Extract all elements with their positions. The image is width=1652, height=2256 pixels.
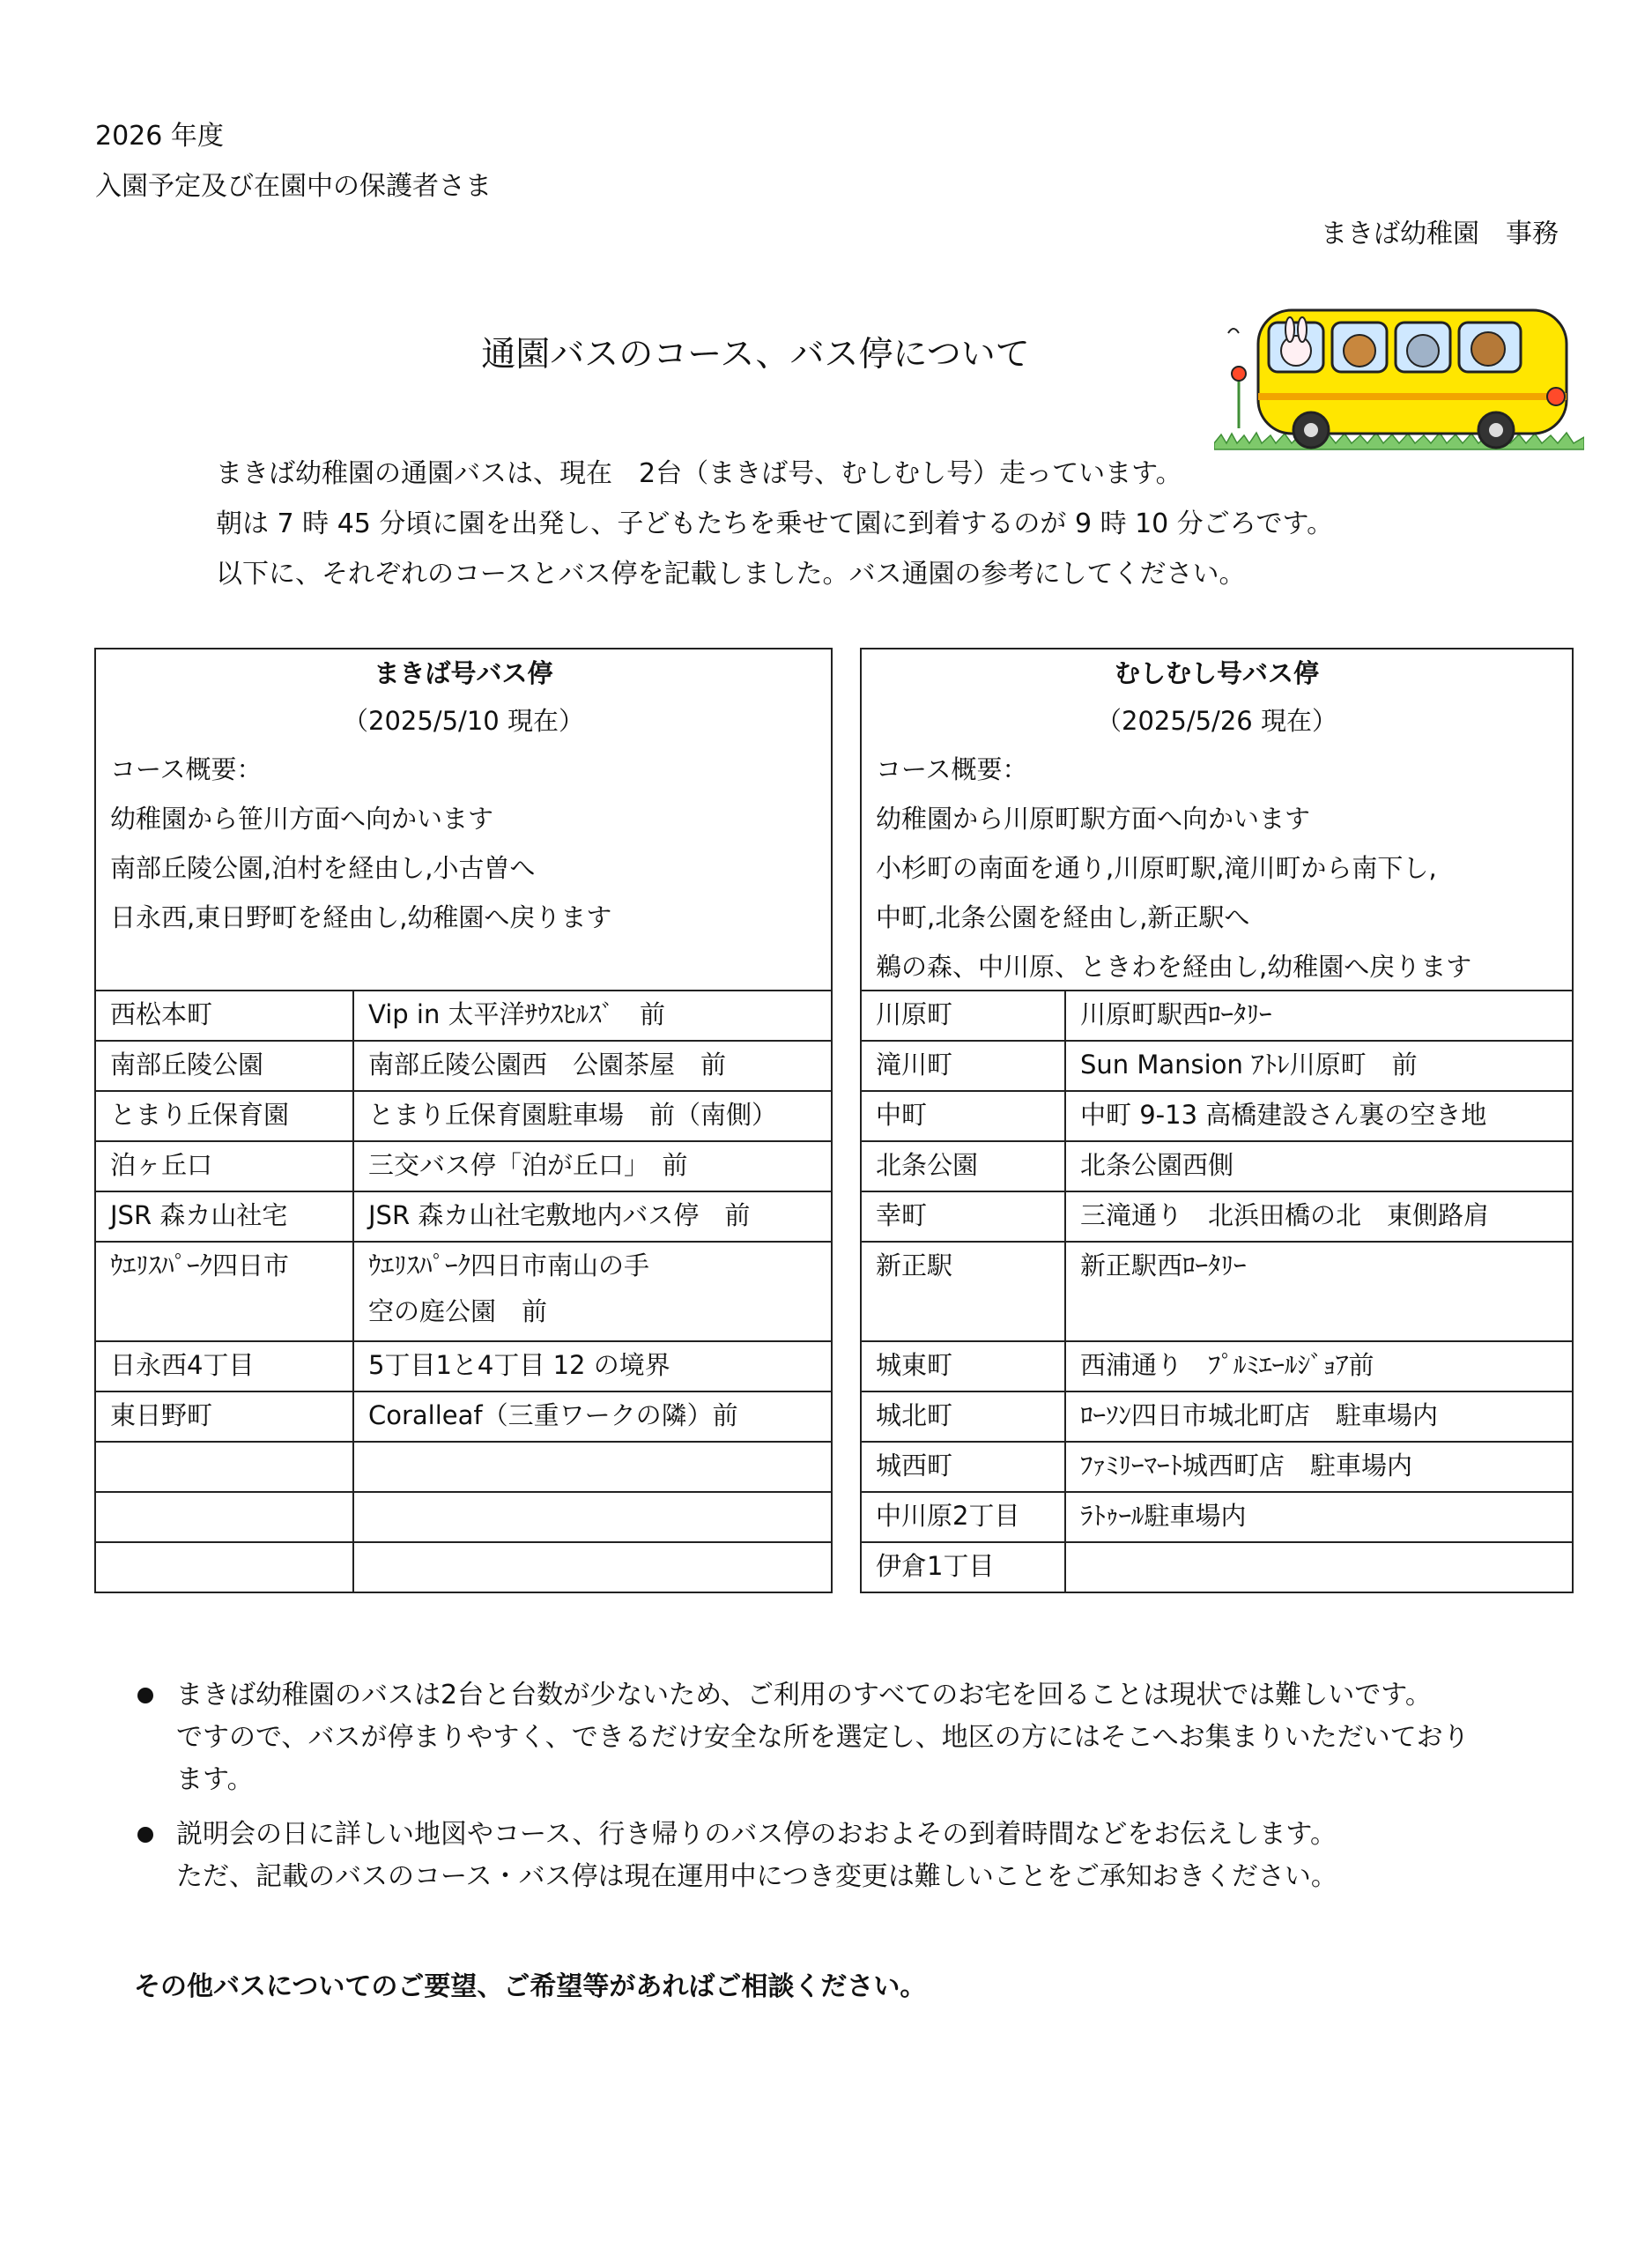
stop-name: 南部丘陵公園	[96, 1042, 354, 1090]
sender: まきば幼稚園 事務	[1321, 219, 1559, 249]
table-row	[96, 990, 831, 1040]
stop-name: 西松本町	[96, 991, 354, 1040]
stop-detail-line: ｳｴﾘｽﾊﾟｰｸ四日市南山の手	[368, 1250, 650, 1280]
course-line: 日永西,東日野町を経由し,幼稚園へ戻ります	[110, 902, 612, 932]
course-line: 鵜の森、中川原、ときわを経由し,幼稚園へ戻ります	[876, 952, 1472, 982]
stop-name: 城西町	[862, 1443, 1066, 1491]
stop-detail: 三交バス停「泊が丘口」 前	[368, 1150, 688, 1180]
stop-name: ｳｴﾘｽﾊﾟｰｸ四日市	[96, 1243, 354, 1340]
stop-detail: Sun Mansion ｱﾄﾚ川原町 前	[1080, 1050, 1418, 1080]
makiba-bus-stop-table	[94, 648, 833, 1593]
stop-detail: 中町 9-13 高橋建設さん裏の空き地	[1080, 1100, 1487, 1130]
table-date: （2025/5/26 現在）	[1096, 706, 1337, 736]
stop-detail	[354, 1543, 368, 1592]
stop-detail: とまり丘保育園駐車場 前（南側）	[368, 1100, 778, 1130]
stop-name: 日永西4丁目	[96, 1342, 354, 1391]
stop-detail	[354, 1493, 368, 1541]
table-date: （2025/5/10 現在）	[343, 706, 584, 736]
table-row	[862, 1541, 1572, 1592]
stop-detail	[354, 1443, 368, 1491]
table-row	[96, 1040, 831, 1090]
table-row	[862, 1140, 1572, 1191]
table-row	[862, 1040, 1572, 1090]
course-line: 中町,北条公園を経由し,新正駅へ	[876, 902, 1250, 932]
table-title: まきば号バス停	[374, 658, 553, 688]
stop-name: 城東町	[862, 1342, 1066, 1391]
school-bus-illustration	[1214, 298, 1584, 458]
table-row	[96, 1090, 831, 1140]
stop-name	[96, 1543, 354, 1592]
table-title: むしむし号バス停	[1114, 658, 1319, 688]
table-row	[862, 1340, 1572, 1391]
stop-detail: ﾛｰｿﾝ四日市城北町店 駐車場内	[1080, 1400, 1439, 1430]
stop-name	[96, 1443, 354, 1491]
stop-detail: 北条公園西側	[1080, 1150, 1234, 1180]
stop-detail: 三滝通り 北浜田橋の北 東側路肩	[1080, 1200, 1490, 1230]
fiscal-year: 2026 年度	[95, 121, 224, 152]
stop-detail	[354, 1243, 649, 1340]
stop-name: とまり丘保育園	[96, 1092, 354, 1140]
table-row	[862, 1191, 1572, 1241]
stop-name: 泊ヶ丘口	[96, 1142, 354, 1191]
stop-detail: ﾌｧﾐﾘｰﾏｰﾄ城西町店 駐車場内	[1080, 1451, 1413, 1480]
course-line: 幼稚園から川原町駅方面へ向かいます	[876, 804, 1311, 834]
stop-detail: 西浦通り ﾌﾟﾙﾐｴｰﾙｼﾞｮｱ前	[1080, 1350, 1374, 1380]
page-title: 通園バスのコース、バス停について	[481, 335, 1030, 375]
stop-name: 川原町	[862, 991, 1066, 1040]
table-row	[862, 1491, 1572, 1541]
course-line: コース概要：	[876, 754, 1028, 784]
table-row	[96, 1140, 831, 1191]
table-row	[96, 1441, 831, 1491]
mushimushi-bus-stop-table	[860, 648, 1574, 1593]
stop-name: 新正駅	[862, 1243, 1066, 1340]
stop-name: 中町	[862, 1092, 1066, 1140]
bullet-icon	[137, 1688, 153, 1703]
stop-name: 幸町	[862, 1192, 1066, 1241]
table-row	[96, 1491, 831, 1541]
stop-name	[96, 1493, 354, 1541]
intro-line: 朝は 7 時 45 分頃に園を出発し、子どもたちを乗せて園に到着するのが 9 時 10 分ごろです。	[216, 508, 1334, 539]
stop-detail: 5丁目1と4丁目 12 の境界	[368, 1350, 670, 1380]
course-line: 南部丘陵公園,泊村を経由し,小古曽へ	[110, 853, 536, 883]
table-row	[862, 1090, 1572, 1140]
note-line: ます。	[176, 1764, 254, 1795]
table-row	[862, 1241, 1572, 1340]
stop-detail: JSR 森カ山社宅敷地内バス停 前	[368, 1200, 751, 1230]
note-line: ただ、記載のバスのコース・バス停は現在運用中につき変更は難しいことをご承知おきください。	[176, 1861, 1337, 1892]
stop-name: 滝川町	[862, 1042, 1066, 1090]
intro-line: 以下に、それぞれのコースとバス停を記載しました。バス通園の参考にしてください。	[216, 559, 1246, 590]
note-line: 説明会の日に詳しい地図やコース、行き帰りのバス停のおおよその到着時間などをお伝えします。	[176, 1819, 1337, 1850]
intro-line: まきば幼稚園の通園バスは、現在 2台（まきば号、むしむし号）走っています。	[216, 458, 1182, 489]
table-row	[96, 1541, 831, 1592]
note-item	[132, 1814, 1542, 1898]
course-line: 幼稚園から笹川方面へ向かいます	[110, 804, 494, 834]
course-line: コース概要：	[110, 754, 263, 784]
stop-name: JSR 森カ山社宅	[96, 1192, 354, 1241]
note-item	[132, 1674, 1542, 1801]
stop-name: 東日野町	[96, 1392, 354, 1441]
note-line: まきば幼稚園のバスは2台と台数が少ないため、ご利用のすべてのお宅を回ることは現状では難しいです。	[176, 1680, 1432, 1711]
closing-message: その他バスについてのご要望、ご希望等があればご相談ください。	[134, 1971, 927, 2002]
table-row	[96, 1340, 831, 1391]
stop-name: 北条公園	[862, 1142, 1066, 1191]
recipients: 入園予定及び在園中の保護者さま	[95, 171, 492, 202]
table-row	[96, 1241, 831, 1340]
stop-detail: Coralleaf（三重ワークの隣）前	[368, 1400, 738, 1430]
stop-detail	[1066, 1543, 1080, 1592]
note-line: ですので、バスが停まりやすく、できるだけ安全な所を選定し、地区の方にはそこへお集まりいただいており	[176, 1722, 1470, 1753]
stop-detail: ﾗﾄｩｰﾙ駐車場内	[1080, 1501, 1247, 1531]
bullet-icon	[137, 1827, 153, 1843]
stop-detail: 南部丘陵公園西 公園茶屋 前	[368, 1050, 727, 1080]
stop-name: 伊倉1丁目	[862, 1543, 1066, 1592]
notes-list	[132, 1674, 1542, 1911]
table-row	[96, 1191, 831, 1241]
stop-name: 城北町	[862, 1392, 1066, 1441]
stop-detail: 新正駅西ﾛｰﾀﾘｰ	[1080, 1250, 1247, 1280]
course-line: 小杉町の南面を通り,川原町駅,滝川町から南下し,	[876, 853, 1437, 883]
table-row	[862, 1391, 1572, 1441]
table-row	[862, 990, 1572, 1040]
stop-detail: 川原町駅西ﾛｰﾀﾘｰ	[1080, 999, 1272, 1029]
stop-name: 中川原2丁目	[862, 1493, 1066, 1541]
table-row	[96, 1391, 831, 1441]
intro-paragraph	[216, 455, 1537, 605]
stop-detail: Vip in 太平洋ｻｳｽﾋﾙｽﾞ 前	[368, 999, 666, 1029]
stop-detail-line: 空の庭公園 前	[368, 1296, 548, 1326]
table-row	[862, 1441, 1572, 1491]
